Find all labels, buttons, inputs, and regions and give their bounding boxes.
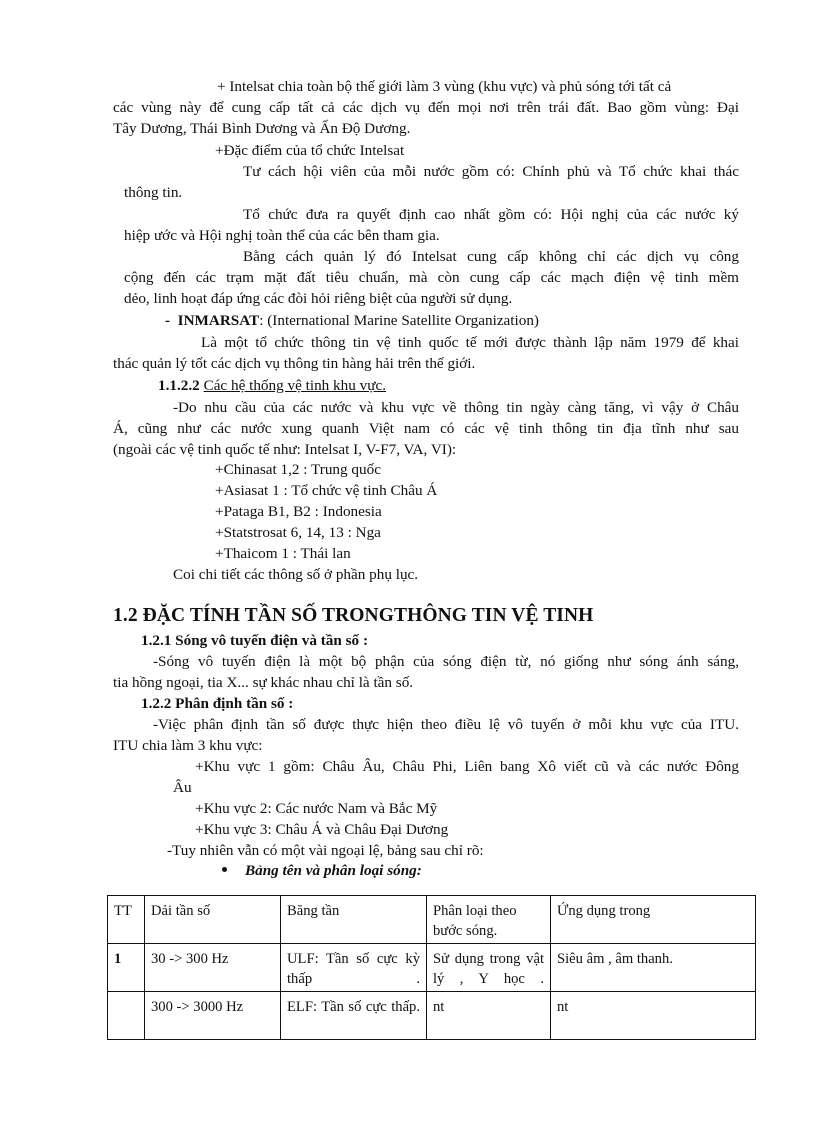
text-line: -Sóng vô tuyến điện là một bộ phận của sóng điện từ, nó giống như sóng ánh sáng, [153, 653, 739, 670]
table-cell: 1 [108, 944, 145, 992]
text-line: tia hồng ngoại, tia X... sự khác nhau chỉ là tần số. [113, 674, 414, 691]
header-cell-band: Băng tần [281, 896, 427, 944]
text-line: Là một tổ chức thông tin vệ tinh quốc tế mới được thành lập năm 1979 để khai [201, 334, 739, 351]
table-header-row [108, 896, 756, 944]
caption-text: Bảng tên và phân loại sóng: [245, 862, 422, 879]
list-item: +Asiasat 1 : Tổ chức vệ tinh Châu Á [215, 482, 438, 499]
header-cell-wavelength-class: Phân loại theo bước sóng. [427, 896, 551, 944]
list-item: +Statstrosat 6, 14, 13 : Nga [215, 524, 381, 541]
wave-classification-table [107, 895, 756, 1040]
org-description: : (International Marine Satellite Organization) [259, 312, 539, 329]
header-cell-tt: TT [108, 896, 145, 944]
table-cell: Siêu âm , âm thanh. [551, 944, 756, 992]
text-line: cộng đến các trạm mặt đất tiêu chuẩn, mà còn cung cấp các mạch điện vệ tinh mềm [124, 269, 739, 286]
text-line: hiệp ước và Hội nghị toàn thể của các bên tham gia. [124, 227, 440, 244]
text-line: dẻo, linh hoạt đáp ứng các đòi hỏi riêng biệt của người sử dụng. [124, 290, 513, 307]
list-item: +Thaicom 1 : Thái lan [215, 545, 351, 562]
inmarsat-heading [165, 310, 539, 331]
list-item-continuation: Âu [173, 779, 192, 796]
table-cell: Sử dụng trong vật lý , Y học . [427, 944, 551, 992]
org-name: INMARSAT [177, 312, 260, 329]
table-cell [108, 992, 145, 1040]
table-row [108, 992, 756, 1040]
table-caption [222, 860, 422, 881]
subsection-heading: 1.2.2 Phân định tần số : [141, 695, 294, 712]
header-cell-application: Ứng dụng trong [551, 896, 756, 944]
text-line: thác quản lý tốt các dịch vụ thông tin hàng hải trên thế giới. [113, 355, 476, 372]
subsection-heading: 1.2.1 Sóng vô tuyến điện và tần số : [141, 632, 369, 649]
list-item: +Khu vực 1 gồm: Châu Âu, Châu Phi, Liên bang Xô viết cũ và các nước Đông [195, 758, 739, 775]
text-line: Tây Dương, Thái Bình Dương và Ấn Độ Dương. [113, 120, 411, 137]
text-line: -Tuy nhiên vẫn có một vài ngoại lệ, bảng sau chỉ rõ: [167, 842, 484, 859]
header-cell-frequency-range: Dải tần số [145, 896, 281, 944]
section-heading: 1.2 ĐẶC TÍNH TẦN SỐ TRONGTHÔNG TIN VỆ TINH [113, 605, 594, 626]
text-line: -Do nhu cầu của các nước và khu vực về thông tin ngày càng tăng, vì vậy ở Châu [173, 399, 739, 416]
dash-mark: - [165, 312, 171, 329]
text-line: (ngoài các vệ tinh quốc tế như: Intelsat I, V-F7, VA, VI): [113, 441, 457, 458]
table-cell: ULF: Tần số cực kỳ thấp . [281, 944, 427, 992]
text-line: Tư cách hội viên của mỗi nước gồm có: Chính phủ và Tổ chức khai thác [243, 163, 739, 180]
text-line: -Việc phân định tần số được thực hiện theo điều lệ vô tuyến ở mỗi khu vực của ITU. [153, 716, 739, 733]
text-line: ITU chia làm 3 khu vực: [113, 737, 263, 754]
table-row [108, 944, 756, 992]
subsection-heading [158, 375, 386, 396]
list-item: +Khu vực 2: Các nước Nam và Bắc Mỹ [195, 800, 438, 817]
bullet-icon [222, 867, 227, 872]
text-line: +Đặc điểm của tổ chức Intelsat [215, 142, 405, 159]
text-line: Coi chi tiết các thông số ở phần phụ lục. [173, 566, 419, 583]
text-line: + Intelsat chia toàn bộ thế giới làm 3 vùng (khu vực) và phủ sóng tới tất cả [217, 78, 672, 95]
section-number: 1.1.2.2 [158, 377, 200, 394]
text-line: Tổ chức đưa ra quyết định cao nhất gồm có: Hội nghị của các nước ký [243, 206, 739, 223]
text-line: các vùng này để cung cấp tất cả các dịch vụ đến mọi nơi trên trái đất. Bao gồm vùng: Đại [113, 99, 739, 116]
text-line: Bằng cách quản lý đó Intelsat cung cấp không chỉ các dịch vụ công [243, 248, 739, 265]
table-cell: ELF: Tần số cực thấp. [281, 992, 427, 1040]
text-line: Á, cũng như các nước xung quanh Việt nam có các vệ tinh thông tin địa tĩnh như sau [113, 420, 739, 437]
section-title: Các hệ thống vệ tinh khu vực. [203, 377, 386, 394]
list-item: +Pataga B1, B2 : Indonesia [215, 503, 382, 520]
table-cell: 300 -> 3000 Hz [145, 992, 281, 1040]
table-cell: nt [427, 992, 551, 1040]
table-cell: 30 -> 300 Hz [145, 944, 281, 992]
list-item: +Chinasat 1,2 : Trung quốc [215, 461, 381, 478]
table-cell: nt [551, 992, 756, 1040]
list-item: +Khu vực 3: Châu Á và Châu Đại Dương [195, 821, 449, 838]
text-line: thông tin. [124, 184, 183, 201]
